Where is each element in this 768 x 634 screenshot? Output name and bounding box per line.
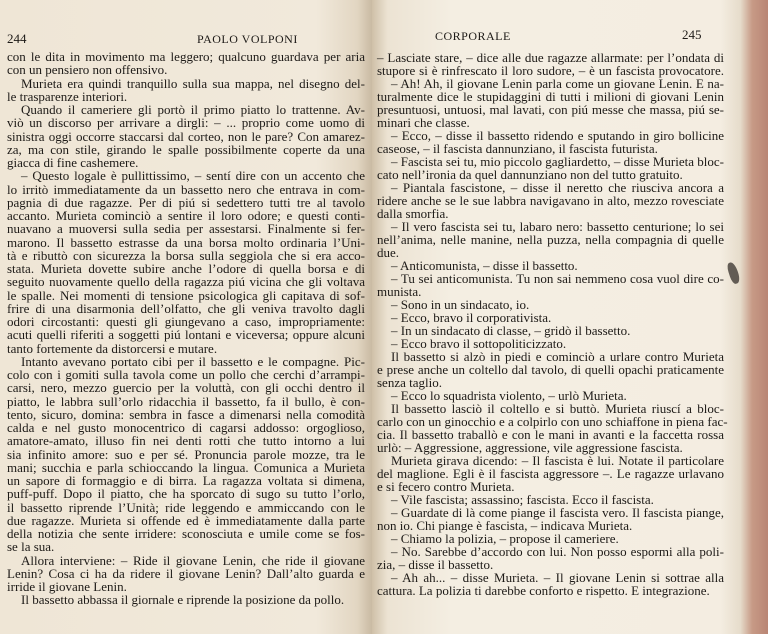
right-page-text: [377, 50, 728, 598]
text-line: cattura. La polizia ti darebbe conforto e rispetto. E integrazione.: [377, 583, 710, 598]
text-line: dalla smorfia.: [377, 206, 449, 221]
running-head: PAOLO VOLPONI: [197, 32, 298, 46]
text-line: non io. Chi piange è fascista, – indicava Murieta.: [377, 518, 633, 533]
text-line: – Tu sei anticomunista. Tu non sai nemmeno cosa vuol dire co-: [391, 271, 724, 286]
right-page: [372, 0, 768, 634]
text-line: nuavano a muoversi sulla sedia per assestarsi. Finalmente si fer-: [7, 221, 365, 237]
text-line: zia, – disse il bassetto.: [377, 557, 494, 572]
text-line: Intanto avevano portato cibi per il bassetto e le compagne. Pic-: [21, 353, 365, 369]
text-line: sia infinito amore: suo e per sé. Pronuncia parole mozze, tra le: [7, 446, 365, 462]
ink-smudge: [726, 261, 741, 285]
text-line: giacca di fine cashemere.: [7, 155, 139, 170]
text-line: Murieta era quindi tranquillo sulla sua mappa, nel disegno del-: [21, 75, 365, 91]
text-line: Il bassetto lasciò il coltello e si buttò. Murieta riuscí a bloc-: [391, 401, 724, 416]
text-line: tà e ributtò con sicurezza la borsa sulla seggiola che si era acco-: [7, 247, 365, 263]
text-line: cia. Il bassetto traballò e con le mani in avanti e la faccetta rossa: [377, 427, 724, 442]
text-line: mani; succhia e parla schioccando la lingua. Comunica a Murieta: [7, 459, 365, 475]
page-number: 244: [7, 31, 27, 46]
text-line: – Ah ah... – disse Murieta. – Il giovane Lenin si sottrae alla: [391, 570, 724, 585]
text-line: viò un discorso per arrivare a dirgli: – ... proprio come uomo di: [7, 115, 365, 131]
text-line: il bassetto riprende l’Unità; ride leggendo e ammiccando con le: [7, 499, 365, 515]
text-line: senza taglio.: [377, 375, 442, 390]
text-line: con le dita in movimento ma leggero; qualcuno guardava per aria: [7, 49, 365, 64]
text-line: Murieta girava dicendo: – Il fascista è lui. Notate il particolare: [391, 453, 724, 468]
text-line: Il bassetto abbassa il giornale e riprende la posizione da pollo.: [21, 592, 345, 608]
text-line: – Ah! Ah, il giovane Lenin parla come un giovane Lenin. E na-: [391, 76, 724, 91]
text-line: due.: [377, 245, 400, 260]
page-number: 245: [682, 27, 702, 42]
running-head: CORPORALE: [435, 29, 511, 43]
text-line: un sapore di formaggio e di birra. La ragazza voltata si dimena,: [7, 473, 365, 488]
text-line: caseose, – il fascista dannunziano, il fascista futurista.: [377, 141, 658, 156]
text-line: urlò: – Aggressione, aggressione, vile aggressione fascista.: [377, 440, 683, 455]
text-line: ridere anche se le sue labbra navigavano in alto, mezzo rovesciate: [377, 193, 724, 208]
text-line: – Fascista sei tu, mio piccolo gagliardetto, – disse Murieta bloc-: [391, 154, 724, 169]
text-line: colo con i gomiti sulla tavola come un pollo che cerchi d’arrampi-: [7, 367, 365, 382]
text-line: seguito nuovamente quello della ragazza piú vicina che gli voltava: [7, 274, 365, 290]
text-line: odori circostanti: questi gli giungevano a caso, impropriamente:: [7, 314, 365, 329]
text-line: – Lasciate stare, – dice alle due ragazze allarmate: per l’ondata di: [377, 50, 724, 65]
text-line: due ragazze. Murieta si offende ed è immediatamente dalla parte: [7, 512, 365, 528]
text-line: – Vile fascista; assassino; fascista. Ecco il fascista.: [391, 492, 654, 507]
text-line: tanto fortemente da distorcersi e mutare.: [7, 340, 218, 356]
left-page-text: [7, 50, 365, 607]
text-line: tento, sicuro, domina: sembra in fasce a dimenarsi nella comodità: [7, 406, 365, 422]
text-line: turalmente dice le stupidaggini di tutti i milioni di giovani Lenin: [377, 89, 724, 104]
text-line: marono. Il bassetto estrasse da una borsa molto ordinaria l’Uni-: [7, 234, 365, 250]
text-line: carlo con un ginocchio e a colpirlo con uno schiaffone in piena fac-: [377, 414, 728, 429]
text-line: lo irritò immediatamente da un bassetto nero che entrava in com-: [7, 181, 365, 197]
text-line: del maglione. Egli è il fascista aggressore –. Le ragazze urlavano: [377, 466, 724, 481]
text-line: – Ecco lo squadrista violento, – urlò Murieta.: [391, 388, 627, 403]
text-line: amatore-amato, illuso fin nei denti rotti che tutto intorno a lui: [7, 433, 365, 449]
text-line: – Piantala fascistone, – disse il neretto che riusciva ancora a: [391, 180, 724, 195]
text-line: – In un sindacato di classe, – gridò il bassetto.: [391, 323, 631, 338]
text-line: Allora interviene: – Ride il giovane Lenin, che ride il giovane: [21, 552, 365, 568]
text-line: e si fecero contro Murieta.: [377, 479, 515, 494]
text-line: le spalle. Nei momenti di tensione psicologica gli capitava di sof-: [7, 287, 365, 303]
text-line: calda e nel gusto monocentrico di cagarsi addosso: orgoglioso,: [7, 420, 365, 435]
text-line: za, ma con stile, girando le spalle possibilmente coperte da una: [7, 141, 365, 157]
text-line: – Il vero fascista sei tu, labaro nero: bassetto centurione; lo sei: [391, 219, 724, 234]
text-line: presuntuosi, untuosi, mal lavati, con piú messe che massa, piú se-: [377, 102, 724, 117]
text-line: frire di una disarmonia dell’olfatto, che gli veniva travolto dagli: [7, 300, 365, 316]
text-line: – Questo logale è pullittissimo, – sentí dire con un accento che: [21, 168, 365, 184]
text-line: piatto, le labbra sull’orlo ridacchia il bassetto, fa il bullo, è con-: [7, 393, 365, 409]
text-line: carsi, nero, mezzo guercio per la voluttà, con gli occhi dentro il: [7, 380, 365, 396]
text-line: pagnia di due ragazze. Per di piú si sedettero tutti tre al tavolo: [7, 194, 365, 210]
text-line: – Ecco, bravo il corporativista.: [391, 310, 552, 325]
text-line: – Ecco, – disse il bassetto ridendo e sputando in giro bollicine: [391, 128, 724, 143]
text-line: Quando il cameriere gli portò il primo piatto lo trattenne. Av-: [21, 102, 365, 117]
text-line: con un pensiero non offensivo.: [7, 62, 168, 78]
text-line: stata. Murieta dovette subire anche l’odore di quella borsa e di: [7, 261, 365, 276]
text-line: – Ecco bravo il sottopoliticizzato.: [391, 336, 567, 351]
text-line: nell’anima, nelle manine, nella puzza, nella compagnia di quelle: [377, 232, 724, 247]
text-line: accanto. Murieta cominciò a sentire il loro odore; e questi conti-: [7, 208, 365, 223]
text-line: acuti quelli riferiti a soggetti piú lontani e viceversa; oppure alcuni: [7, 327, 365, 343]
text-line: della notizia che sente irridere: sconosciuta e umile come se fos-: [7, 526, 365, 541]
text-line: Lenin? Cosa ci ha da ridere il giovane Lenin? Dall’alto guarda e: [7, 565, 365, 581]
text-line: e prese anche un coltello dal tavolo, di quelli opachi praticamente: [377, 362, 724, 377]
text-line: irride il giovane Lenin.: [7, 579, 127, 594]
text-line: se la sua.: [7, 539, 55, 555]
text-line: le trasparenze interiori.: [7, 88, 128, 104]
text-line: munista.: [377, 284, 422, 299]
text-line: – Chiamo la polizia, – propose il cameriere.: [391, 531, 619, 546]
text-line: – No. Sarebbe d’accordo con lui. Non posso espormi alla poli-: [391, 544, 724, 559]
text-line: minari che classe.: [377, 115, 470, 130]
text-line: Il bassetto si alzò in piedi e cominciò a urlare contro Murieta: [391, 349, 724, 364]
text-line: sinistra oggi occorre staccarsi dal corteo, non le pare? Con amarez-: [7, 128, 365, 144]
text-line: stupore si è rinfrescato il loro sudore, – è un fascista provocatore.: [377, 63, 724, 78]
text-line: – Sono in un sindacato, io.: [391, 297, 530, 312]
text-line: – Guardate di là come piange il fascista vero. Il fascista piange,: [391, 505, 724, 520]
text-line: puff-puff. Dopo il piatto, che ha sporcato di sugo su tutto l’orlo,: [7, 486, 365, 502]
text-line: cato nell’ironia da quel dannunziano non del tutto gratuito.: [377, 167, 683, 182]
text-line: – Anticomunista, – disse il bassetto.: [391, 258, 578, 273]
left-page: [0, 0, 372, 634]
